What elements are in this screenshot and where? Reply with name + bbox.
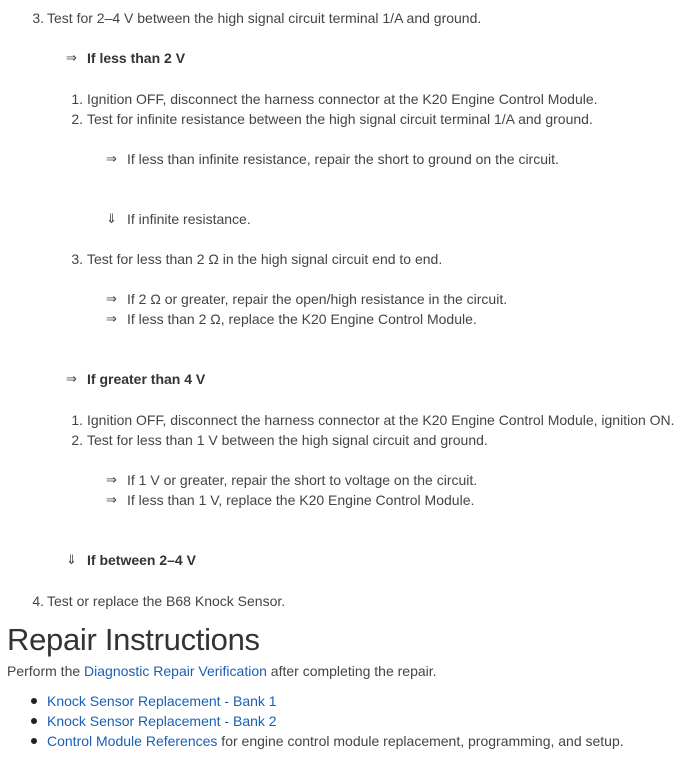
- result-text: If less than 2 Ω, replace the K20 Engine Control Module.: [127, 311, 477, 327]
- double-down-arrow-icon: ⇓: [106, 211, 117, 226]
- knock-sensor-bank-1-link[interactable]: Knock Sensor Replacement - Bank 1: [47, 693, 277, 709]
- double-right-arrow-icon: ⇒: [106, 492, 117, 507]
- bullet: [31, 738, 37, 744]
- sub-step-number: 3.: [71, 251, 83, 267]
- diagnostic-repair-verification-link[interactable]: Diagnostic Repair Verification: [84, 663, 267, 679]
- repair-intro: [7, 662, 437, 680]
- step-number: 4.: [32, 593, 44, 609]
- control-module-references-link[interactable]: Control Module References: [47, 733, 218, 749]
- result-text: If 1 V or greater, repair the short to voltage on the circuit.: [127, 472, 478, 488]
- sub-step-text: Ignition OFF, disconnect the harness connector at the K20 Engine Control Module, ignition ON.: [87, 412, 675, 428]
- sub-step-number: 2.: [71, 432, 83, 448]
- double-right-arrow-icon: ⇒: [106, 311, 117, 326]
- result-text: If 2 Ω or greater, repair the open/high resistance in the circuit.: [127, 291, 508, 307]
- sub-step-text: Test for less than 2 Ω in the high signal circuit end to end.: [87, 251, 443, 267]
- double-right-arrow-icon: ⇒: [66, 371, 77, 386]
- sub-step-number: 1.: [71, 412, 83, 428]
- branch-heading-less-than-2v: If less than 2 V: [87, 50, 186, 66]
- double-right-arrow-icon: ⇒: [66, 50, 77, 65]
- step-number: 3.: [32, 10, 44, 26]
- sub-step-number: 1.: [71, 91, 83, 107]
- result-text: If less than infinite resistance, repair the short to ground on the circuit.: [127, 151, 559, 167]
- list-item: [47, 732, 624, 750]
- bullet: [31, 718, 37, 724]
- double-right-arrow-icon: ⇒: [106, 151, 117, 166]
- sub-step-number: 2.: [71, 111, 83, 127]
- sub-step-text: Test for less than 1 V between the high signal circuit and ground.: [87, 432, 488, 448]
- result-text: If less than 1 V, replace the K20 Engine Control Module.: [127, 492, 475, 508]
- double-right-arrow-icon: ⇒: [106, 291, 117, 306]
- double-down-arrow-icon: ⇓: [66, 552, 77, 567]
- knock-sensor-bank-2-link[interactable]: Knock Sensor Replacement - Bank 2: [47, 713, 277, 729]
- result-text: If infinite resistance.: [127, 211, 251, 227]
- intro-text-after: after completing the repair.: [266, 663, 437, 679]
- list-item: [47, 692, 277, 710]
- sub-step-text: Ignition OFF, disconnect the harness connector at the K20 Engine Control Module.: [87, 91, 598, 107]
- branch-heading-greater-than-4v: If greater than 4 V: [87, 371, 206, 387]
- branch-heading-between: If between 2–4 V: [87, 552, 196, 568]
- section-heading-repair-instructions: Repair Instructions: [7, 622, 260, 657]
- step-4-text: Test or replace the B68 Knock Sensor.: [47, 593, 286, 609]
- bullet: [31, 698, 37, 704]
- intro-text-before: Perform the: [7, 663, 85, 679]
- list-item-suffix: for engine control module replacement, programming, and setup.: [217, 733, 624, 749]
- double-right-arrow-icon: ⇒: [106, 472, 117, 487]
- list-item: [47, 712, 277, 730]
- step-3-text: Test for 2–4 V between the high signal circuit terminal 1/A and ground.: [47, 10, 482, 26]
- sub-step-text: Test for infinite resistance between the high signal circuit terminal 1/A and ground.: [87, 111, 593, 127]
